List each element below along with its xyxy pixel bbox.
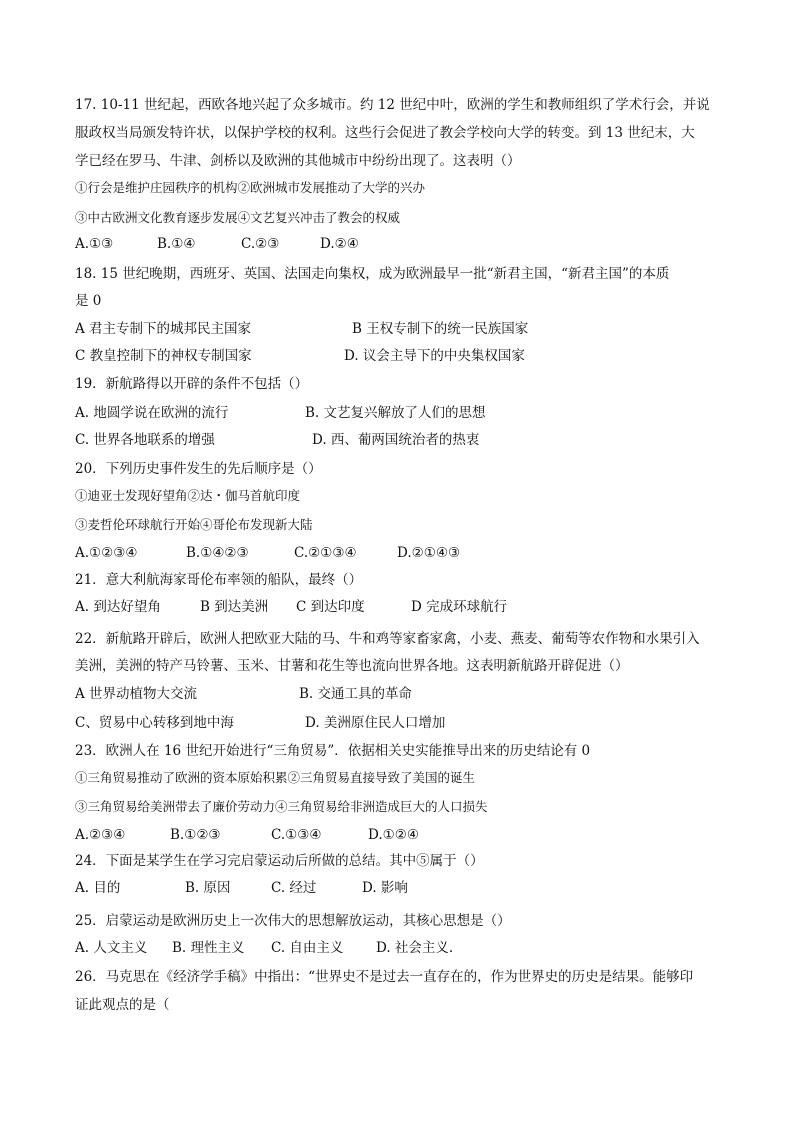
q20-option-a: A.①②③④ [75,545,138,561]
q21-option-c: C 到达印度 [296,599,365,615]
q20-stem: 20．下列历史事件发生的先后顺序是（） [75,461,322,477]
q26-stem-line2: 证此观点的是（ [75,997,170,1013]
q17-stem-line2: 服政权当局颁发特许状，以保护学校的权利。这些行会促进了教会学校向大学的转变。到 13 世纪末，大 [75,125,695,141]
q21-stem: 21．意大利航海家哥伦布率领的船队，最终（） [75,572,363,588]
q24-option-b: B. 原因 [185,880,231,896]
q23-item-line1: ①三角贸易推动了欧洲的资本原始积累②三角贸易直接导致了美国的诞生 [75,770,476,785]
q20-item-line2: ③麦哲伦环球航行开始④哥伦布发现新大陆 [75,517,313,532]
q17-option-c: C.②③ [241,236,280,252]
q20-option-b: B.①④②③ [186,545,249,561]
q25-option-d: D. 社会主义. [376,940,454,956]
q25-option-a: A. 人文主义 [75,940,148,956]
q19-option-a: A. 地圆学说在欧洲的流行 [75,405,229,421]
q18-option-c: C 教皇控制下的神权专制国家 [75,348,252,364]
q20-option-c: C.②①③④ [294,545,357,561]
q25-option-c: C. 自由主义 [271,940,344,956]
q17-option-b: B.①④ [157,236,196,252]
q23-option-d: D.①②④ [368,827,419,843]
q19-option-b: B. 文艺复兴解放了人们的思想 [305,405,486,421]
q23-option-b: B.①②③ [170,827,221,843]
q18-option-b: B 王权专制下的统一民族国家 [352,321,529,337]
q17-stem-line1: 17. 10-11 世纪起，西欧各地兴起了众多城市。约 12 世纪中叶，欧洲的学生和教师组织了学术行会，并说 [75,97,710,113]
q24-option-a: A. 目的 [75,880,121,896]
q18-option-d: D. 议会主导下的中央集权国家 [344,348,525,364]
q20-option-d: D.②①④③ [397,545,461,561]
q25-option-b: B. 理性主义 [172,940,245,956]
q18-stem-line1: 18. 15 世纪晚期，西班牙、英国、法国走向集权，成为欧洲最早一批“新君主国，“新君主国”的本质 [75,266,670,282]
q23-option-c: C.①③④ [271,827,322,843]
q21-option-d: D 完成环球航行 [411,599,508,615]
q19-stem: 19．新航路得以开辟的条件不包括（） [75,376,309,392]
q22-stem-line2: 美洲，美洲的特产马铃薯、玉米、甘薯和花生等也流向世界各地。这表明新航路开辟促进（） [75,658,629,674]
q19-option-c: C. 世界各地联系的增强 [75,432,215,448]
q18-stem-line2: 是 0 [75,293,102,309]
q22-option-a: A 世界动植物大交流 [75,686,198,702]
q17-option-d: D.②④ [320,236,359,252]
q21-option-a: A. 到达好望角 [75,599,161,615]
q20-item-line1: ①迪亚士发现好望角②达・伽马首航印度 [75,488,301,503]
q23-item-line2: ③三角贸易给美洲带去了廉价劳动力④三角贸易给非洲造成巨大的人口损失 [75,799,488,814]
q23-stem: 23．欧洲人在 16 世纪开始进行“三角贸易”．依据相关史实能推导出来的历史结论有 0 [75,743,591,759]
q24-option-d: D. 影响 [362,880,408,896]
q17-stem-line3: 学已经在罗马、牛津、剑桥以及欧洲的其他城市中纷纷出现了。这表明（） [75,153,521,169]
q22-stem-line1: 22．新航路开辟后，欧洲人把欧亚大陆的马、牛和鸡等家畜家禽，小麦、燕麦、葡萄等农作物和水果引入 [75,631,700,647]
q24-option-c: C. 经过 [271,880,317,896]
q17-item-line2: ③中古欧洲文化教育逐步发展④文艺复兴冲击了教会的权威 [75,210,401,225]
q26-stem-line1: 26．马克思在《经济学手稿》中指出：“世界史不是过去一直存在的，作为世界史的历史是结果。能够印 [75,969,694,985]
q24-stem: 24．下面是某学生在学习完启蒙运动后所做的总结。其中⑤属于（） [75,853,484,869]
q23-option-a: A.②③④ [75,827,126,843]
q17-item-line1: ①行会是维护庄园秩序的机构②欧洲城市发展推动了大学的兴办 [75,180,426,195]
q22-option-c: C、贸易中心转移到地中海 [75,715,234,731]
q17-option-a: A.①③ [75,236,114,252]
q18-option-a: A 君主专制下的城邦民主国家 [75,321,252,337]
q19-option-d: D. 西、葡两国统治者的热衷 [312,432,480,448]
q22-option-b: B. 交通工具的革命 [299,686,413,702]
q25-stem: 25．启蒙运动是欧洲历史上一次伟大的思想解放运动，其核心思想是（） [75,913,511,929]
q22-option-d: D. 美洲原住民人口增加 [305,715,446,731]
q21-option-b: B 到达美洲 [200,599,269,615]
